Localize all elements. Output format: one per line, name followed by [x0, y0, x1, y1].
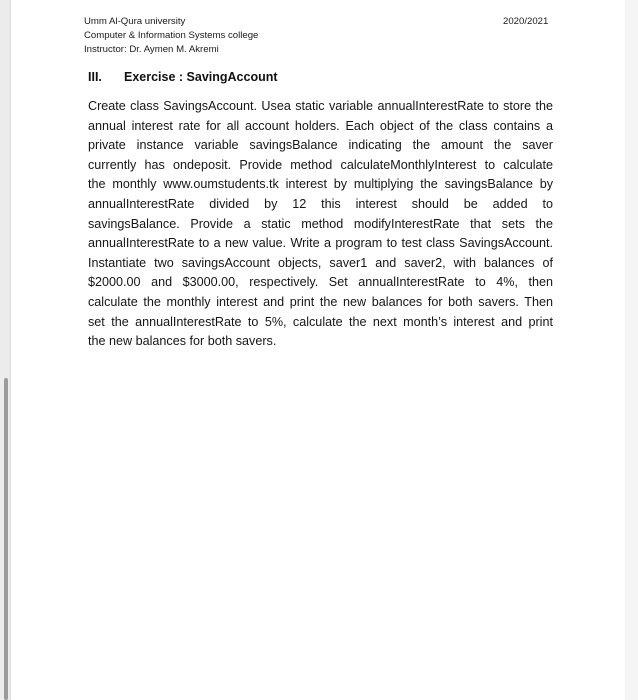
section-number: III.	[88, 70, 102, 84]
section-heading	[88, 70, 278, 84]
body-line: annual interest rate for all account holders. Each object of the class contains a	[88, 118, 553, 133]
body-line: calculate the monthly interest and print the new balances for both savers. Then	[88, 294, 553, 309]
body-line: Create class SavingsAccount. Usea static variable annualInterestRate to store the	[88, 99, 553, 113]
body-line: the new balances for both savers.	[88, 334, 277, 349]
body-line: annualInterestRate divided by 12 this interest should be added to	[88, 196, 553, 211]
document-page	[11, 0, 625, 700]
body-line: annualInterestRate to a new value. Write a program to test class SavingsAccount.	[88, 236, 553, 251]
body-line: Instantiate two savingsAccount objects, saver1 and saver2, with balances of	[88, 255, 553, 270]
university-name: Umm Al-Qura university	[84, 16, 186, 27]
body-line: $2000.00 and $3000.00, respectively. Set annualInterestRate to 4%, then	[88, 275, 553, 290]
academic-year: 2020/2021	[503, 16, 549, 27]
body-line: private instance variable savingsBalance indicating the amount the saver	[88, 138, 553, 153]
document-header	[84, 15, 258, 57]
body-line: the monthly www.oumstudents.tk interest by multiplying the savingsBalance by	[88, 177, 553, 192]
body-line: currently has ondeposit. Provide method calculateMonthlyInterest to calculate	[88, 157, 553, 172]
section-title: Exercise : SavingAccount	[124, 70, 278, 84]
instructor-name: Instructor: Dr. Aymen M. Akremi	[84, 44, 219, 55]
exercise-body	[88, 97, 553, 352]
scroll-indicator[interactable]	[4, 378, 8, 700]
body-line: set the annualInterestRate to 5%, calculate the next month’s interest and print	[88, 314, 553, 329]
college-name: Computer & Information Systems college	[84, 30, 259, 41]
body-line: savingsBalance. Provide a static method modifyInterestRate that sets the	[88, 216, 553, 231]
right-margin	[625, 0, 638, 700]
